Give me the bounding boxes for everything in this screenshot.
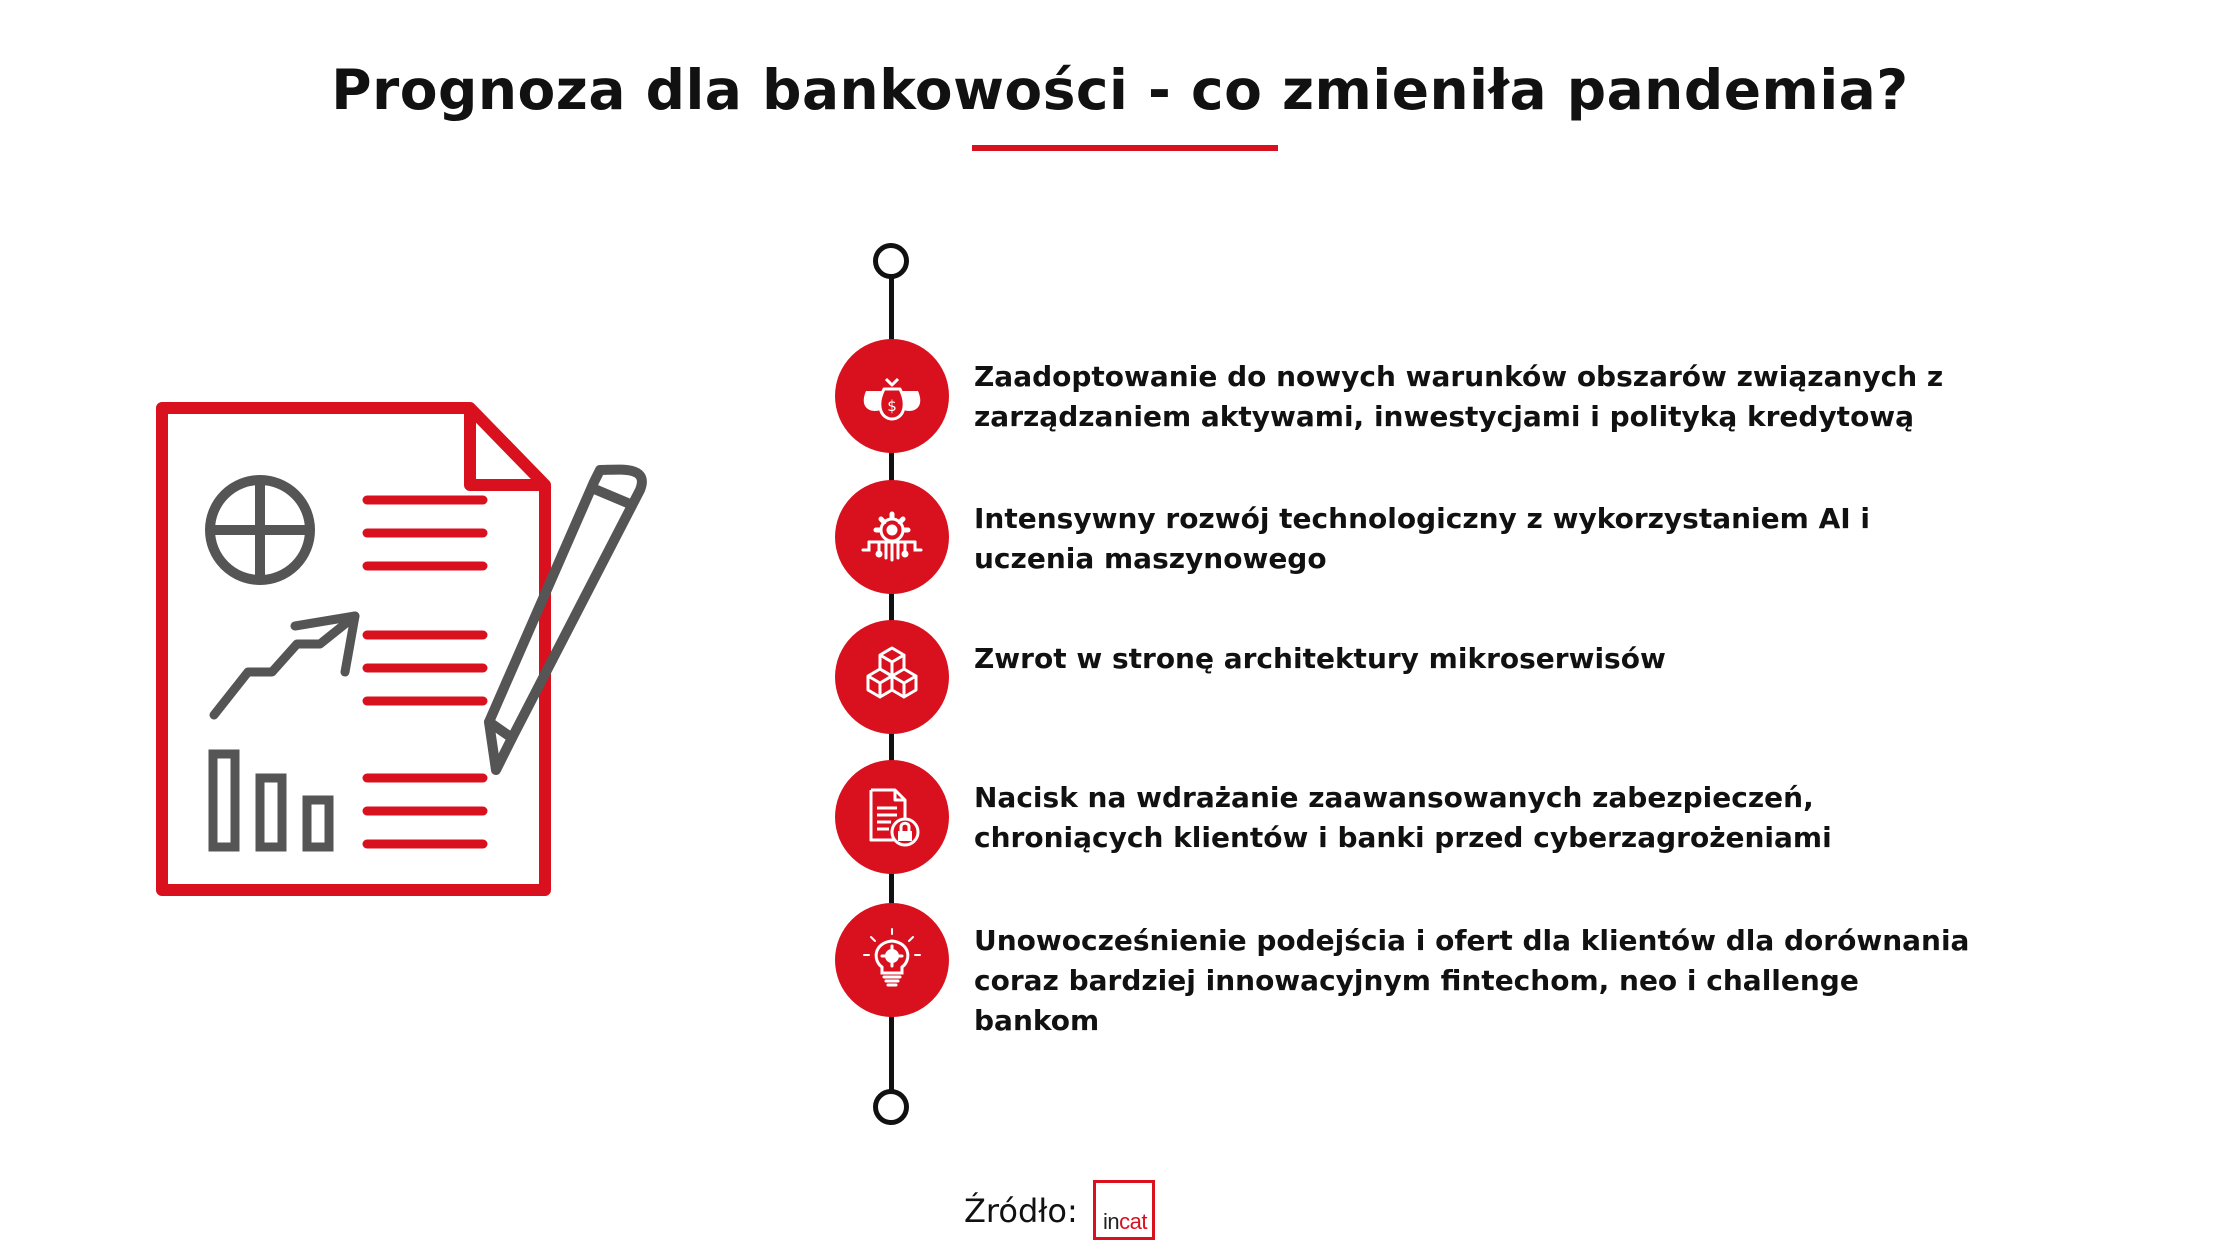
cubes-icon — [835, 620, 949, 734]
logo-text: incat — [1103, 1209, 1147, 1234]
timeline-item-text-2: Intensywny rozwój technologiczny z wykorzystaniem AI i uczenia maszynowego — [974, 502, 1870, 575]
timeline-start-node — [873, 243, 909, 279]
pencil-icon — [489, 470, 642, 770]
timeline-item-text-1: Zaadoptowanie do nowych warunków obszarów związanych z zarządzaniem aktywami, inwestycjami i polityką kredytową — [974, 360, 1944, 433]
timeline-item-text-3: Zwrot w stronę architektury mikroserwisów — [974, 642, 1666, 675]
timeline-item-text-4: Nacisk na wdrażanie zaawansowanych zabezpieczeń, chroniących klientów i banki przed cyberzagrożeniami — [974, 781, 1832, 854]
document-lines — [367, 500, 483, 844]
document-lock-icon — [835, 760, 949, 874]
bar-chart-icon — [213, 754, 329, 847]
title-underline — [972, 145, 1278, 151]
page-title: Prognoza dla bankowości - co zmieniła pandemia? — [331, 58, 1909, 122]
report-document-with-pencil-icon — [140, 390, 680, 910]
source-label: Źródło: — [964, 1192, 1078, 1230]
trend-arrow-icon — [214, 616, 355, 715]
money-bags-icon — [835, 339, 949, 453]
incat-logo — [1093, 1180, 1155, 1240]
svg-text:$: $ — [887, 397, 897, 415]
timeline-item-text-5: Unowocześnienie podejścia i ofert dla klientów dla dorównania coraz bardziej innowacyjnym fintechom, neo i challenge bankom — [974, 924, 1970, 1037]
lightbulb-gear-icon — [835, 903, 949, 1017]
crosshair-icon — [210, 480, 310, 580]
gear-circuit-icon — [835, 480, 949, 594]
timeline-end-node — [873, 1089, 909, 1125]
